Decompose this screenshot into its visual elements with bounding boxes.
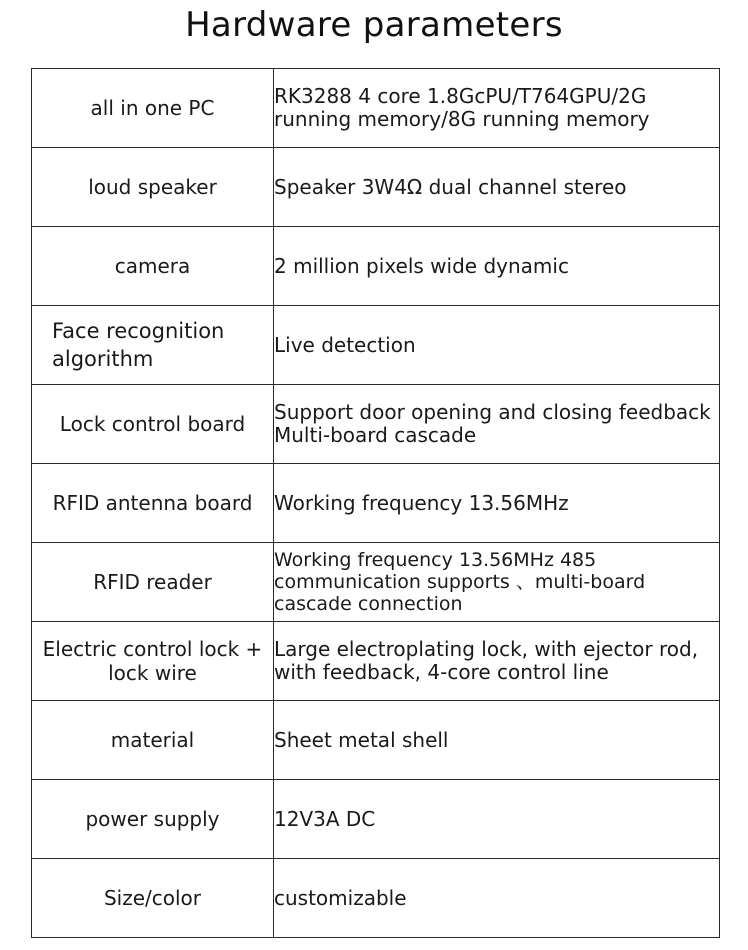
table-row (32, 69, 720, 148)
parameter-label: all in one PC (32, 69, 274, 148)
parameter-label: camera (32, 227, 274, 306)
parameter-label: Face recognition algorithm (32, 306, 274, 385)
parameter-label: power supply (32, 780, 274, 859)
parameter-value: customizable (274, 859, 720, 938)
parameter-value: 12V3A DC (274, 780, 720, 859)
parameter-label: material (32, 701, 274, 780)
parameter-value: RK3288 4 core 1.8GcPU/T764GPU/2G running memory/8G running memory (274, 69, 720, 148)
parameter-value: Speaker 3W4Ω dual channel stereo (274, 148, 720, 227)
table-row (32, 859, 720, 938)
page-title: Hardware parameters (185, 5, 563, 45)
parameter-label: Lock control board (32, 385, 274, 464)
parameter-label: Electric control lock + lock wire (32, 622, 274, 701)
table-row (32, 464, 720, 543)
parameter-label: RFID antenna board (32, 464, 274, 543)
table-row (32, 780, 720, 859)
parameter-value: Support door opening and closing feedback Multi-board cascade (274, 385, 720, 464)
table-row (32, 227, 720, 306)
table-row (32, 306, 720, 385)
hardware-parameters-table (31, 68, 720, 938)
parameter-value: Working frequency 13.56MHz 485 communication supports 、multi-board cascade connection (274, 543, 720, 622)
table-row (32, 385, 720, 464)
table-row (32, 148, 720, 227)
parameter-value: 2 million pixels wide dynamic (274, 227, 720, 306)
parameter-value: Live detection (274, 306, 720, 385)
parameter-label: loud speaker (32, 148, 274, 227)
table-row (32, 622, 720, 701)
parameter-label: RFID reader (32, 543, 274, 622)
parameter-value: Large electroplating lock, with ejector rod, with feedback, 4-core control line (274, 622, 720, 701)
table-row (32, 701, 720, 780)
parameter-label: Size/color (32, 859, 274, 938)
table-row (32, 543, 720, 622)
parameter-value: Sheet metal shell (274, 701, 720, 780)
parameter-value: Working frequency 13.56MHz (274, 464, 720, 543)
